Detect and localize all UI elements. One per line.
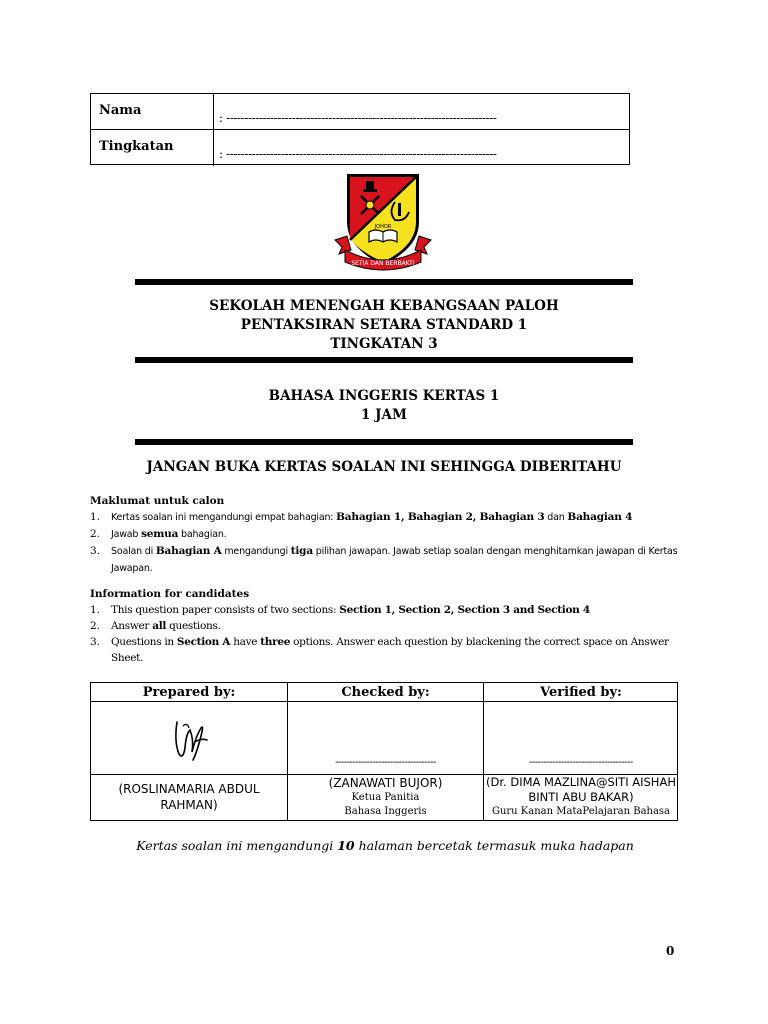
school-heading [135, 297, 633, 354]
candidate-details-table [90, 93, 630, 165]
assessment-name: PENTAKSIRAN SETARA STANDARD 1 [240, 317, 528, 333]
instructions-malay [90, 493, 680, 577]
class-row [91, 130, 629, 166]
name-row [91, 94, 629, 130]
class-field[interactable]: : -------------------------------------------------------------------------- [219, 147, 497, 161]
form-level: TINGKATAN 3 [330, 336, 438, 352]
verified-by-heading: Verified by: [484, 683, 678, 702]
subject-heading [135, 387, 633, 425]
signature-area [91, 702, 287, 775]
signature-line: ------------------------------------ [529, 757, 633, 768]
crest-text: JOHOR [374, 224, 392, 230]
handwritten-signature-icon [171, 712, 211, 764]
divider-rule [135, 439, 633, 445]
class-label: Tingkatan [99, 139, 174, 154]
list-item: 1. Kertas soalan ini mengandungi empat bahagian: Bahagian 1, Bahagian 2, Bahagian 3 dan Bahagian 4 [90, 511, 633, 523]
list-item: 2. Answer all questions. [90, 620, 221, 632]
instructions-english [90, 586, 680, 666]
column-divider [213, 130, 214, 166]
name-field[interactable]: : -------------------------------------------------------------------------- [219, 111, 497, 125]
divider-rule [135, 357, 633, 363]
subject-name: BAHASA INGGERIS KERTAS 1 [268, 388, 500, 404]
verified-by-name: (Dr. DIMA MAZLINA@SITI AISHAH BINTI ABU BAKAR) Guru Kanan MataPelajaran Bahasa [486, 775, 676, 817]
crest-motto: SETIA DAN BERBAKTI [351, 260, 415, 267]
school-crest-logo [333, 170, 433, 275]
signature-line: ----------------------------------- [335, 757, 436, 768]
prepared-by-heading: Prepared by: [91, 683, 287, 702]
signature-area [288, 702, 483, 775]
list-item: 1. This question paper consists of two sections: Section 1, Section 2, Section 3 and Section 4 [90, 604, 590, 616]
instructions-heading: Maklumat untuk calon [90, 495, 225, 507]
instructions-heading: Information for candidates [90, 588, 250, 600]
checked-by-column [287, 683, 483, 820]
checked-by-heading: Checked by: [288, 683, 483, 702]
prepared-by-name: (ROSLINAMARIA ABDUL RAHMAN) [118, 782, 260, 812]
name-label: Nama [99, 103, 142, 118]
checked-by-name: (ZANAWATI BUJOR) Ketua Panitia Bahasa Inggeris [328, 776, 443, 817]
column-divider [213, 94, 214, 129]
list-item: 2. Jawab semua bahagian. [90, 528, 227, 540]
school-name: SEKOLAH MENENGAH KEBANGSAAN PALOH [209, 298, 559, 314]
do-not-open-warning: JANGAN BUKA KERTAS SOALAN INI SEHINGGA DIBERITAHU [146, 459, 622, 475]
verified-by-column [483, 683, 678, 820]
page-count-note: Kertas soalan ini mengandungi 10 halaman bercetak termasuk muka hadapan [136, 838, 634, 853]
page-number: 0 [666, 944, 675, 958]
list-item: 3. Soalan di Bahagian A mengandungi tiga pilihan jawapan. Jawab setiap soalan dengan menghitamkan jawapan di Kertas Jawapan. [90, 545, 678, 574]
exam-duration: 1 JAM [361, 407, 407, 423]
list-item: 3. Questions in Section A have three options. Answer each question by blackening the correct space on Answer Sheet. [90, 636, 669, 664]
prepared-by-column [91, 683, 287, 820]
signoff-table [90, 682, 678, 821]
divider-rule [135, 279, 633, 285]
signature-area [484, 702, 678, 775]
